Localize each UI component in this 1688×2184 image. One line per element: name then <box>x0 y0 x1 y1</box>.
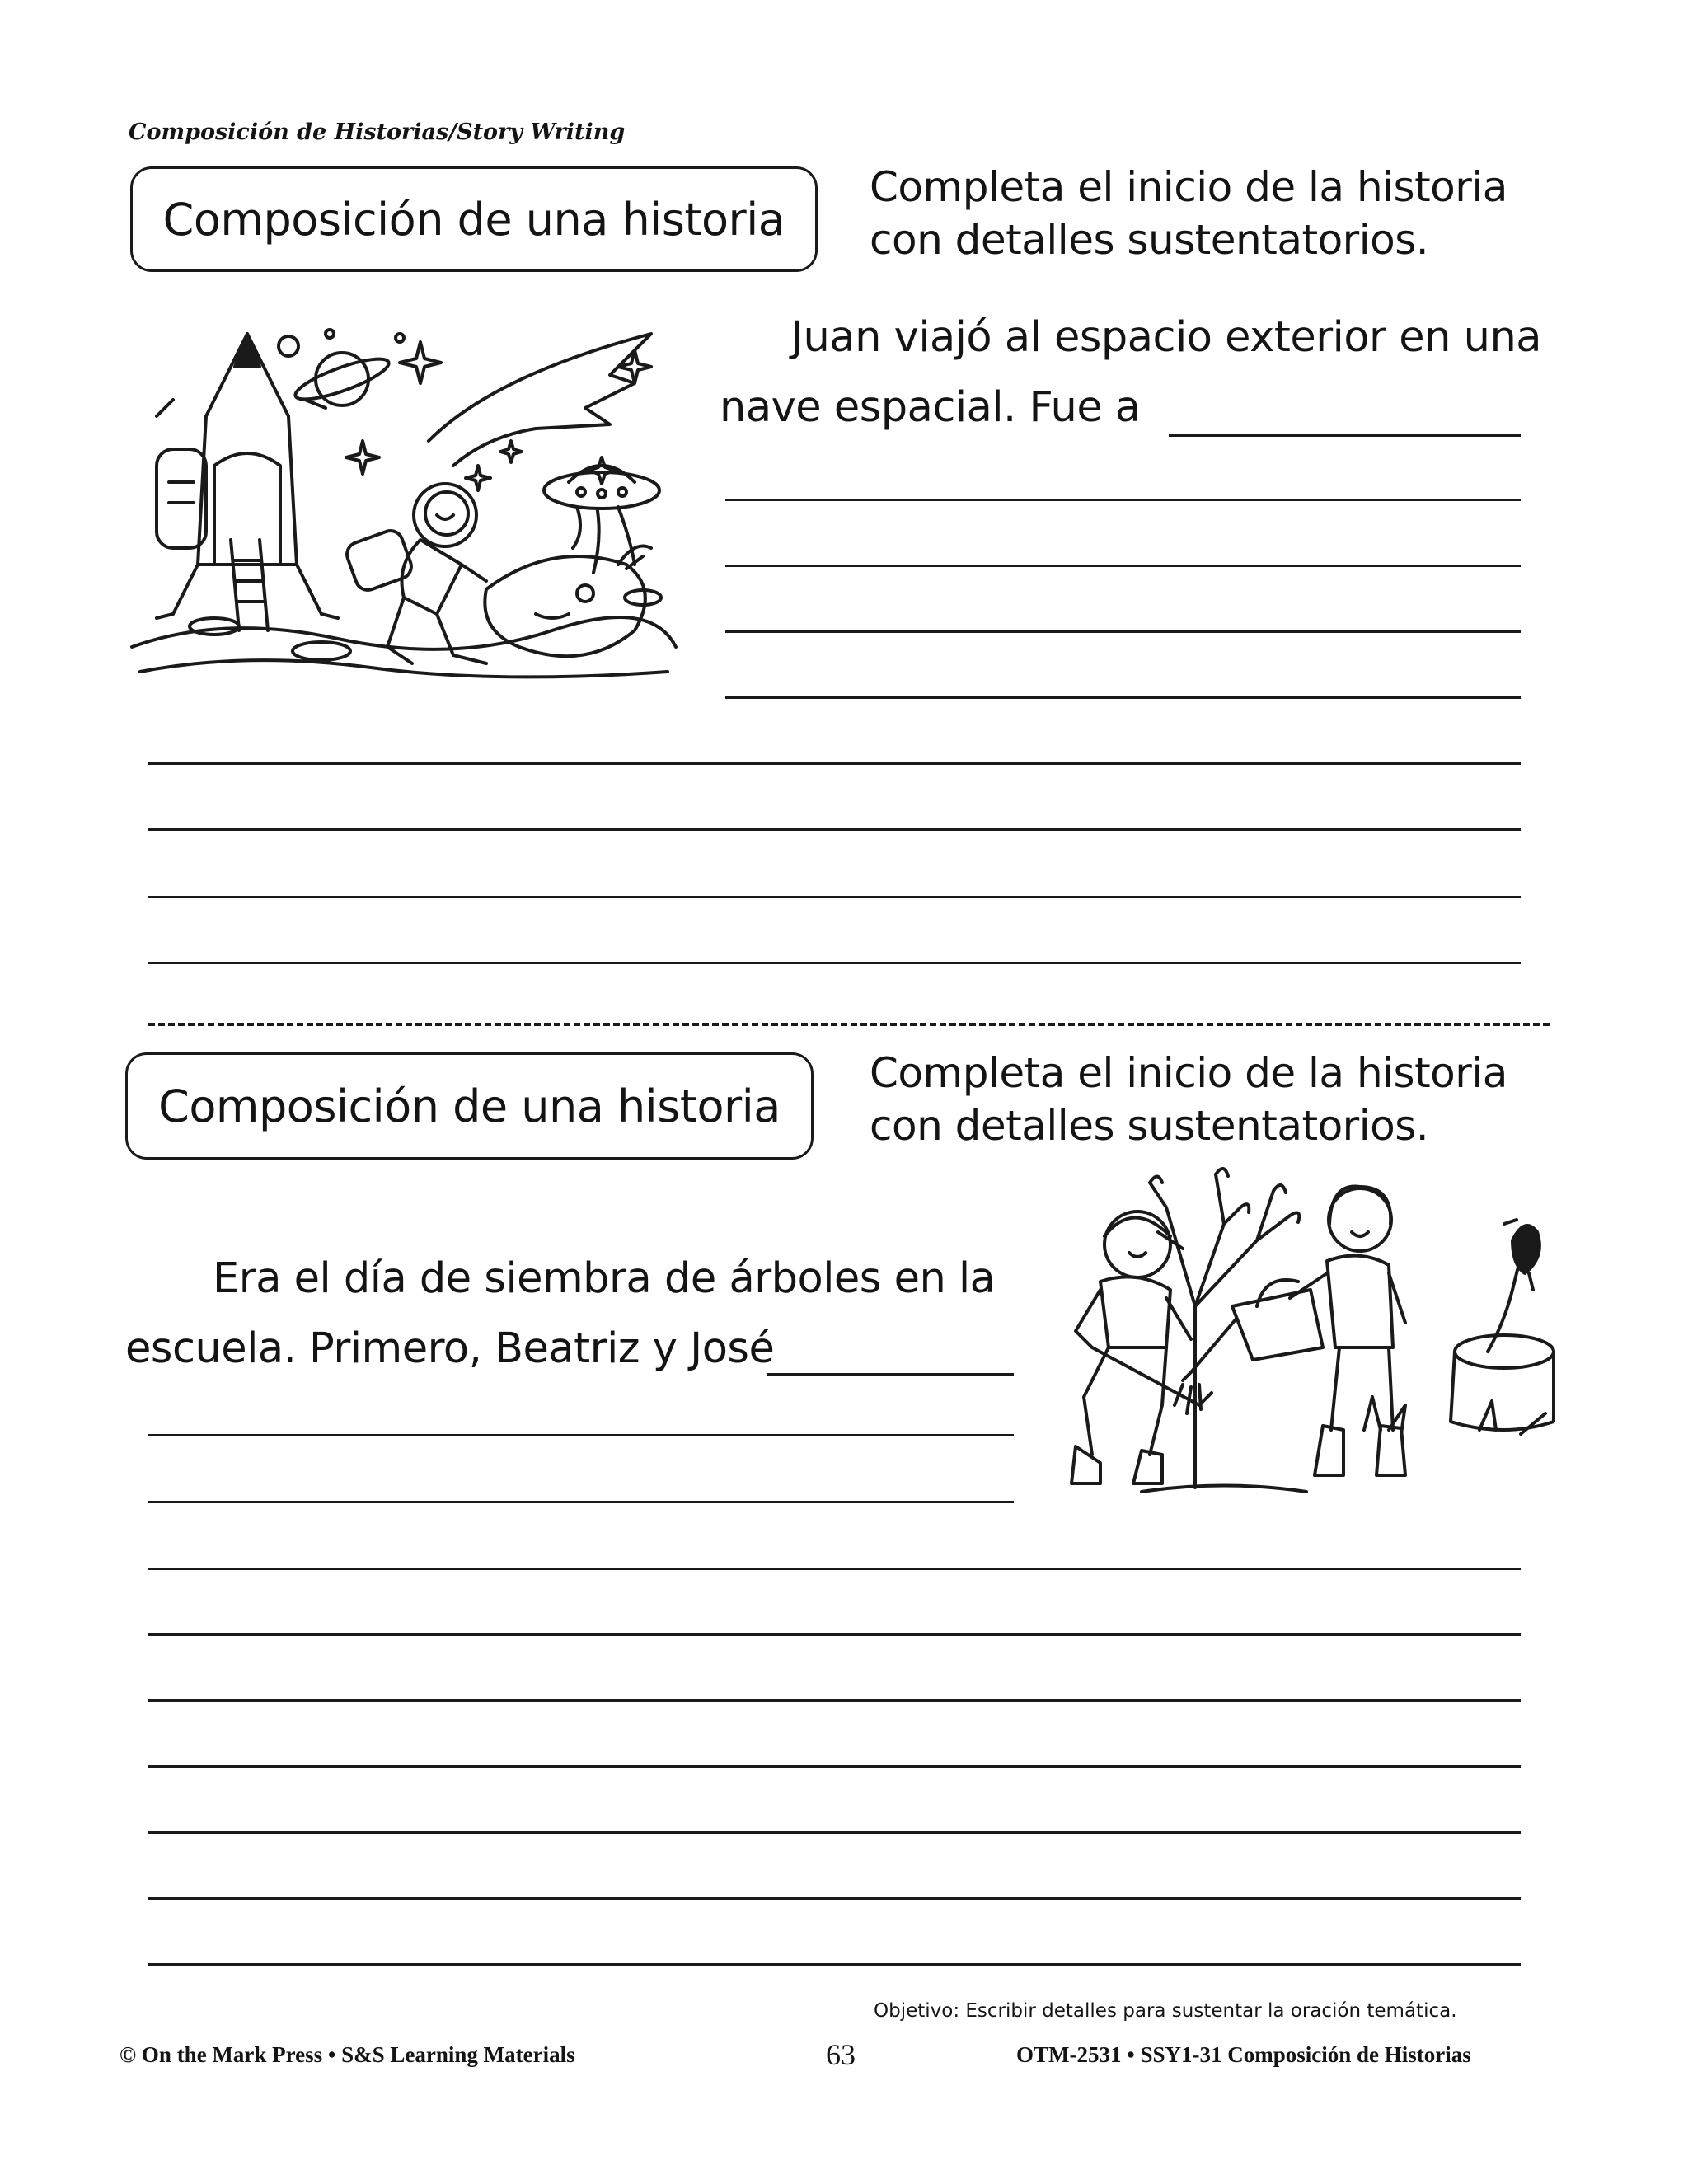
section-1-title: Composición de una historia <box>162 193 785 246</box>
section-1-instruction-line-2: con detalles sustentatorios. <box>870 216 1429 264</box>
writing-line[interactable] <box>725 696 1521 699</box>
writing-line[interactable] <box>725 565 1521 567</box>
section-2-instruction-line-1: Completa el inicio de la historia <box>870 1049 1507 1097</box>
objective-text: Objetivo: Escribir detalles para sustentar la oración temática. <box>874 2000 1457 2022</box>
writing-line[interactable] <box>148 1897 1521 1900</box>
writing-line[interactable] <box>725 630 1521 633</box>
writing-line[interactable] <box>148 1633 1521 1636</box>
section-1-instruction-line-1: Completa el inicio de la historia <box>870 163 1507 211</box>
cut-line-divider <box>148 1023 1550 1026</box>
writing-line[interactable] <box>148 896 1521 898</box>
writing-line[interactable] <box>148 962 1521 964</box>
product-code: OTM-2531 • SSY1-31 Composición de Historias <box>1016 2042 1471 2067</box>
section-2-story-line-1: Era el día de siembra de árboles en la <box>213 1254 996 1303</box>
writing-line[interactable] <box>148 1963 1521 1966</box>
writing-line[interactable] <box>148 762 1521 765</box>
space-scene-icon <box>124 317 684 688</box>
writing-line[interactable] <box>148 828 1521 831</box>
section-2-instruction-line-2: con detalles sustentatorios. <box>870 1102 1429 1150</box>
writing-line[interactable] <box>148 1501 1014 1503</box>
writing-line[interactable] <box>148 1831 1521 1834</box>
tree-planting-scene-icon <box>1018 1158 1562 1504</box>
copyright-text: © On the Mark Press • S&S Learning Materials <box>120 2042 575 2067</box>
writing-line[interactable] <box>148 1765 1521 1768</box>
page-header-title: Composición de Historias/Story Writing <box>129 120 626 145</box>
writing-line[interactable] <box>148 1699 1521 1702</box>
writing-line[interactable] <box>725 499 1521 501</box>
section-2-instruction <box>870 1047 1507 1152</box>
section-1-story-line-1: Juan viajó al espacio exterior en una <box>791 313 1542 362</box>
page-number: 63 <box>826 2038 856 2071</box>
writing-line[interactable] <box>148 1434 1014 1436</box>
section-1-title-box <box>130 166 818 272</box>
writing-line[interactable] <box>1169 434 1521 437</box>
section-2-title-box <box>125 1052 814 1160</box>
writing-line[interactable] <box>767 1373 1014 1376</box>
section-1-story-line-2: nave espacial. Fue a <box>720 383 1141 432</box>
section-1-instruction <box>870 161 1507 266</box>
section-2-title: Composición de una historia <box>158 1080 781 1132</box>
writing-line[interactable] <box>148 1568 1521 1570</box>
section-2-story-line-2: escuela. Primero, Beatriz y José <box>125 1324 775 1373</box>
